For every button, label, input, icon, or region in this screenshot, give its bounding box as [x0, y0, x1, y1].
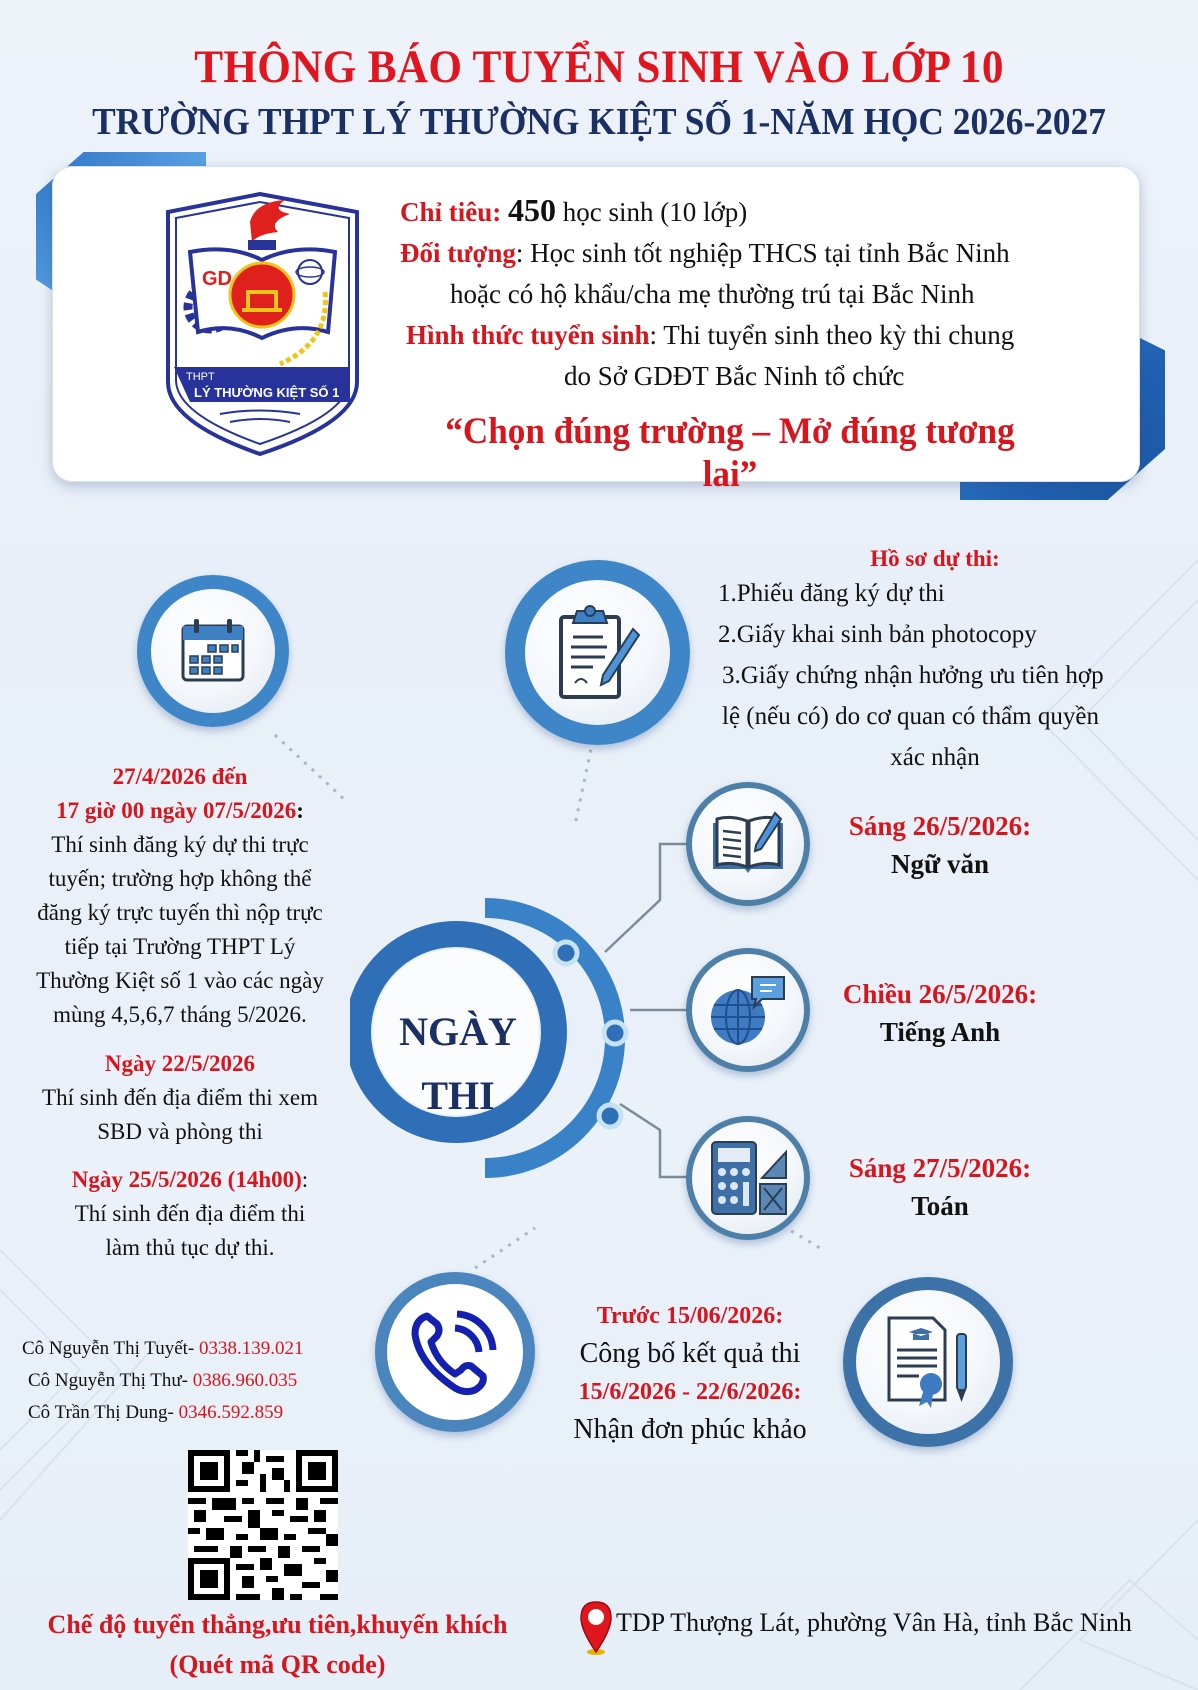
math-circle: [686, 1116, 810, 1240]
quota-number: 450: [508, 192, 556, 228]
procedure-date-row: Ngày 25/5/2026 (14h00):: [71, 1167, 309, 1192]
method-row: [400, 315, 1120, 356]
room-check-line: Thí sinh đến địa điểm thi xem: [42, 1085, 318, 1110]
page-subtitle: TRƯỜNG THPT LÝ THƯỜNG KIỆT SỐ 1-NĂM HỌC 2026-2027: [92, 101, 1106, 143]
registration-line: mùng 4,5,6,7 tháng 5/2026.: [53, 1002, 307, 1027]
documents-heading: Hồ sơ dự thi:: [870, 546, 1000, 571]
procedure-line: Thí sinh đến địa điểm thi: [74, 1201, 306, 1226]
documents-circle: [505, 560, 690, 745]
results-date: Trước 15/06/2026:: [596, 1303, 784, 1329]
svg-text:THPT: THPT: [186, 371, 215, 383]
document-item: lệ (nếu có) do cơ quan có thẩm quyền: [722, 703, 1099, 730]
room-check-section: [10, 1047, 350, 1149]
phone-number[interactable]: 0386.960.035: [192, 1370, 298, 1391]
registration-line: đăng ký trực tuyến thì nộp trực: [37, 900, 323, 925]
qr-hint: (Quét mã QR code): [169, 1650, 386, 1679]
registration-date-end-row: 17 giờ 00 ngày 07/5/2026:: [56, 798, 304, 823]
contact-list: [22, 1333, 304, 1429]
phone-number[interactable]: 0346.592.859: [178, 1402, 284, 1423]
results-circle: [843, 1277, 1013, 1447]
contact-circle: [375, 1272, 535, 1432]
target-row: [400, 233, 1120, 274]
procedure-date: Ngày 25/5/2026 (14h00): [71, 1167, 302, 1192]
quota-label: Chỉ tiêu:: [400, 197, 502, 227]
globe-chat-icon: [708, 973, 788, 1047]
document-item: 1.Phiếu đăng ký dự thi: [718, 580, 945, 607]
qr-code[interactable]: [188, 1450, 338, 1600]
exam-subject: Tiếng Anh: [879, 1017, 1001, 1047]
method-text: : Thi tuyển sinh theo kỳ thi chung: [649, 320, 1015, 350]
english-circle: [686, 948, 810, 1072]
svg-text:GD: GD: [202, 268, 232, 290]
method-text-2: do Sở GDĐT Bắc Ninh tổ chức: [564, 361, 905, 391]
document-item: xác nhận: [890, 744, 980, 771]
quota-rest: học sinh (10 lớp): [562, 197, 748, 227]
registration-line: tiếp tại Trường THPT Lý: [64, 934, 296, 959]
exam-day-label: NGÀY THI: [399, 1009, 517, 1118]
contact-item: Cô Trần Thị Dung- 0346.592.859: [28, 1402, 284, 1423]
calculator-icon: [708, 1138, 788, 1218]
slogan: “Chọn đúng trường – Mở đúng tương lai”: [445, 411, 1015, 495]
clipboard-icon: [553, 603, 643, 703]
registration-date-end: 17 giờ 00 ngày 07/5/2026: [56, 798, 297, 823]
results-section: [540, 1300, 840, 1452]
contact-item: Cô Nguyễn Thị Tuyết- 0338.139.021: [22, 1338, 304, 1359]
exam-english: [800, 976, 1080, 1052]
phone-number[interactable]: 0338.139.021: [199, 1338, 304, 1359]
exam-math: [800, 1150, 1080, 1226]
target-text-2: hoặc có hộ khẩu/cha mẹ thường trú tại Bắc Ninh: [450, 279, 975, 309]
registration-date-start: 27/4/2026 đến: [112, 764, 248, 789]
exam-time: Sáng 26/5/2026:: [848, 811, 1032, 841]
quota-row: [400, 190, 1120, 233]
procedure-line: làm thủ tục dự thi.: [105, 1235, 275, 1260]
room-check-line: SBD và phòng thi: [97, 1119, 263, 1144]
certificate-icon: [883, 1314, 973, 1410]
admission-info: [400, 190, 1120, 397]
privilege-text: Chế độ tuyển thẳng,ưu tiên,khuyến khích: [47, 1610, 508, 1639]
exam-time: Sáng 27/5/2026:: [848, 1153, 1032, 1183]
method-label: Hình thức tuyển sinh: [406, 320, 650, 350]
literature-circle: [686, 782, 810, 906]
privilege-section: [0, 1605, 555, 1685]
results-text: Công bố kết quả thi: [579, 1338, 801, 1369]
appeal-text: Nhận đơn phúc khảo: [573, 1414, 807, 1445]
calendar-icon: [178, 616, 248, 686]
document-item: 3.Giấy chứng nhận hưởng ưu tiên hợp: [722, 662, 1104, 689]
svg-text:LÝ THƯỜNG KIỆT SỐ 1: LÝ THƯỜNG KIỆT SỐ 1: [194, 385, 340, 400]
document-item: 2.Giấy khai sinh bản photocopy: [718, 621, 1037, 648]
documents-section: [690, 545, 1180, 778]
exam-literature: [800, 808, 1080, 884]
registration-line: tuyến; trường hợp không thể: [48, 866, 312, 891]
room-check-date: Ngày 22/5/2026: [104, 1051, 256, 1076]
book-icon: [709, 811, 787, 877]
appeal-date: 15/6/2026 - 22/6/2026:: [578, 1379, 802, 1405]
phone-icon: [405, 1302, 505, 1402]
registration-line: Thường Kiệt số 1 vào các ngày: [36, 968, 324, 993]
exam-time: Chiều 26/5/2026:: [842, 979, 1038, 1009]
school-address: TDP Thượng Lát, phường Vân Hà, tỉnh Bắc Ninh: [616, 1608, 1132, 1637]
procedure-section: [20, 1163, 360, 1265]
exam-subject: Ngữ văn: [891, 849, 989, 879]
registration-section: [10, 760, 350, 1032]
school-logo: [160, 192, 365, 457]
exam-subject: Toán: [911, 1191, 969, 1221]
page-title: THÔNG BÁO TUYỂN SINH VÀO LỚP 10: [194, 41, 1004, 93]
calendar-circle: [137, 575, 289, 727]
registration-line: Thí sinh đăng ký dự thi trực: [51, 832, 309, 857]
target-text: : Học sinh tốt nghiệp THCS tại tỉnh Bắc Ninh: [515, 238, 1010, 268]
target-label: Đối tượng: [400, 238, 516, 268]
contact-item: Cô Nguyễn Thị Thư- 0386.960.035: [28, 1370, 298, 1391]
